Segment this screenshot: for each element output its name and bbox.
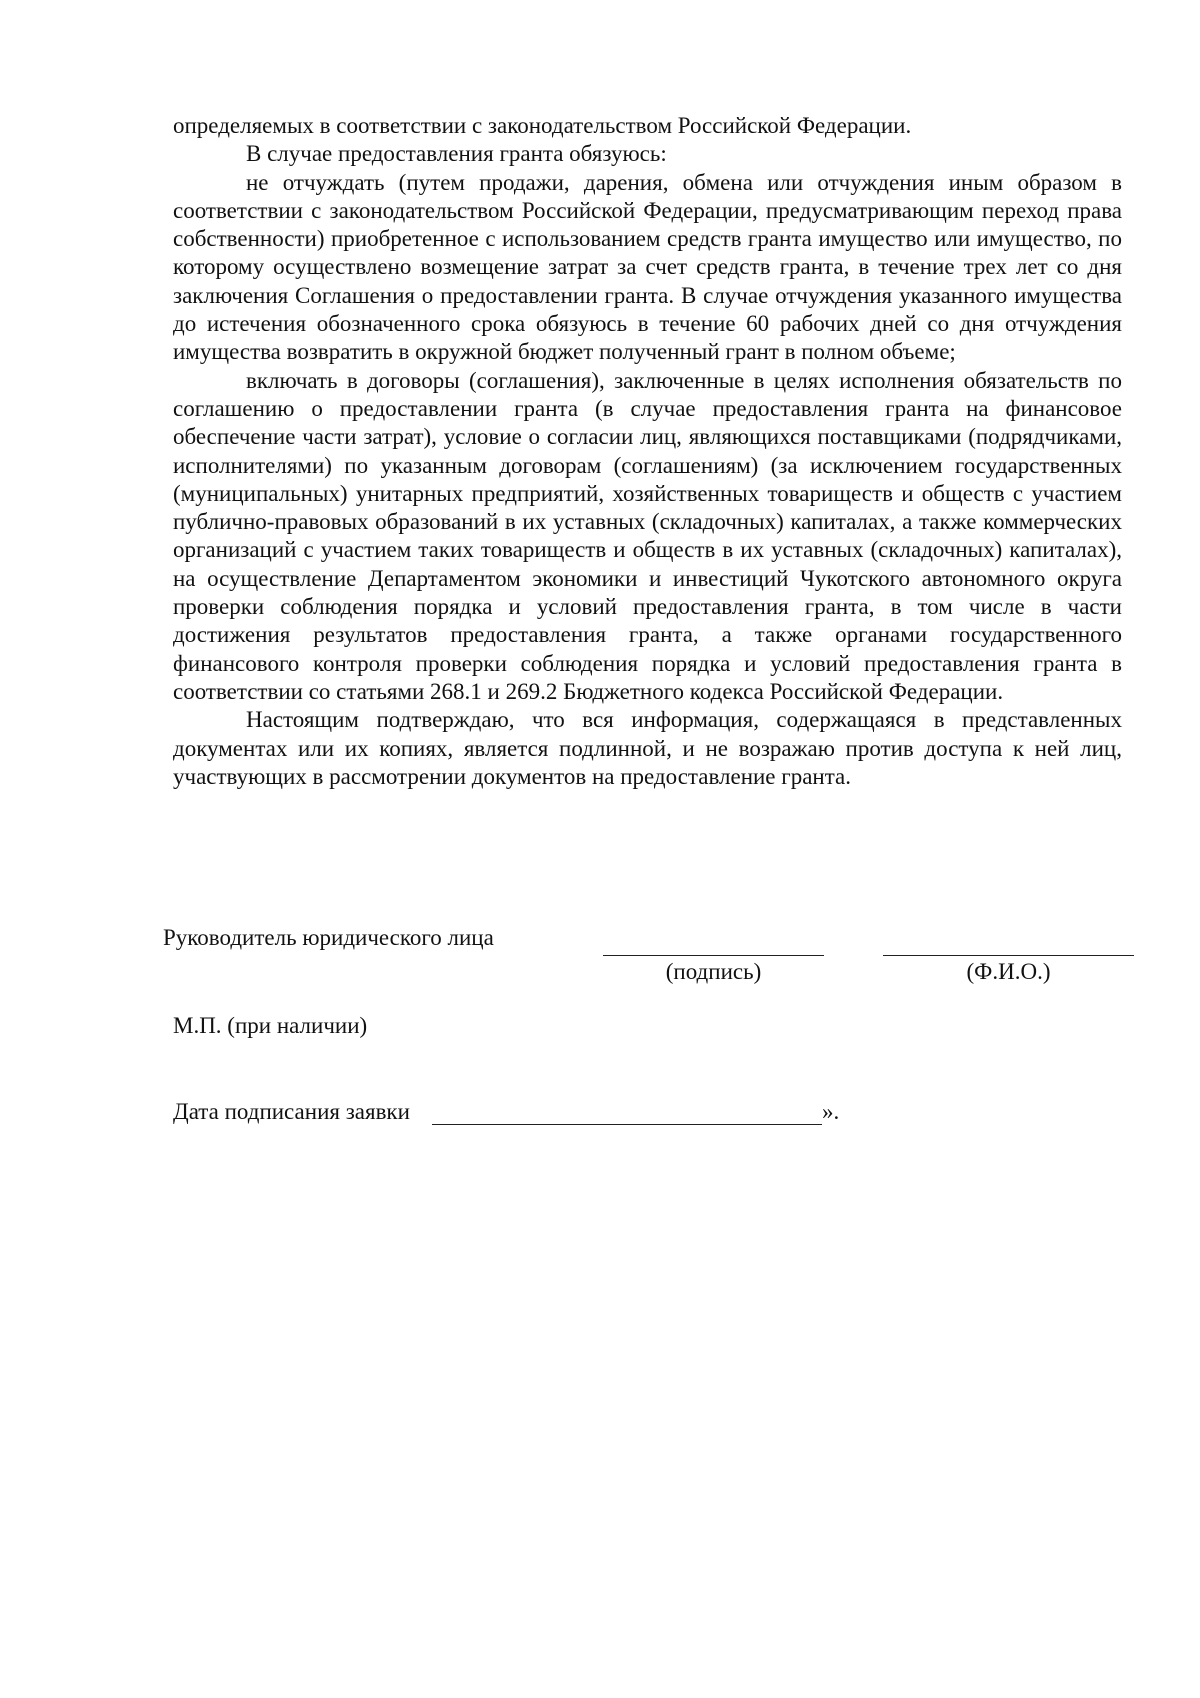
paragraph-obligation-intro: В случае предоставления гранта обязуюсь: (246, 141, 667, 167)
signature-line (603, 955, 824, 956)
date-label: Дата подписания заявки (173, 1099, 410, 1124)
paragraph-confirmation: Настоящим подтверждаю, что вся информация, содержащаяся в представленных документах или их копиях, является подлинной, и не возражаю против доступа к ней лиц, участвующих в рассмотрении документов на предоставление гранта. (173, 707, 1122, 789)
paragraph-contract-condition: включать в договоры (соглашения), заключенные в целях исполнения обязательств по соглашению о предоставлении гранта (в случае предоставления гранта на финансовое обеспечение части затрат), условие о согласии лиц, являющихся поставщиками (подрядчиками, исполнителями) по указанным договорам (соглашениям) (за исключением государственных (муниципальных) унитарных предприятий, хозяйственных товариществ и обществ с участием публично-правовых образований в их уставных (складочных) капиталах, а также коммерческих организаций с участием таких товариществ и обществ в их уставных (складочных) капиталах), на осуществление Департаментом экономики и инвестиций Чукотского автономного округа проверки соблюдения порядка и условий предоставления гранта, в том числе в части достижения результатов предоставления гранта, а также органами государственного финансового контроля проверки соблюдения порядка и условий предоставления гранта в соответствии со статьями 268.1 и 269.2 Бюджетного кодекса Российской Федерации. (173, 367, 1122, 704)
name-caption: (Ф.И.О.) (966, 959, 1051, 984)
name-line (883, 955, 1134, 956)
seal-label: М.П. (при наличии) (173, 1013, 368, 1038)
date-line (432, 1124, 822, 1125)
document-body (173, 112, 1122, 791)
signature-caption: (подпись) (665, 959, 762, 984)
paragraph-continuation: определяемых в соответствии с законодательством Российской Федерации. (173, 113, 912, 138)
head-label: Руководитель юридического лица (163, 925, 494, 950)
paragraph-no-alienation: не отчуждать (путем продажи, дарения, обмена или отчуждения иным образом в соответствии с законодательством Российской Федерации, предусматривающим переход права собственности) приобретенное с использованием средств гранта имущество или имущество, по которому осуществлено возмещение затрат за счет средств гранта, в течение трех лет со дня заключения Соглашения о предоставлении гранта. В случае отчуждения указанного имущества до истечения обозначенного срока обязуюсь в течение 60 рабочих дней со дня отчуждения имущества возвратить в окружной бюджет полученный грант в полном объеме; (173, 169, 1122, 365)
date-suffix: ». (822, 1099, 840, 1124)
